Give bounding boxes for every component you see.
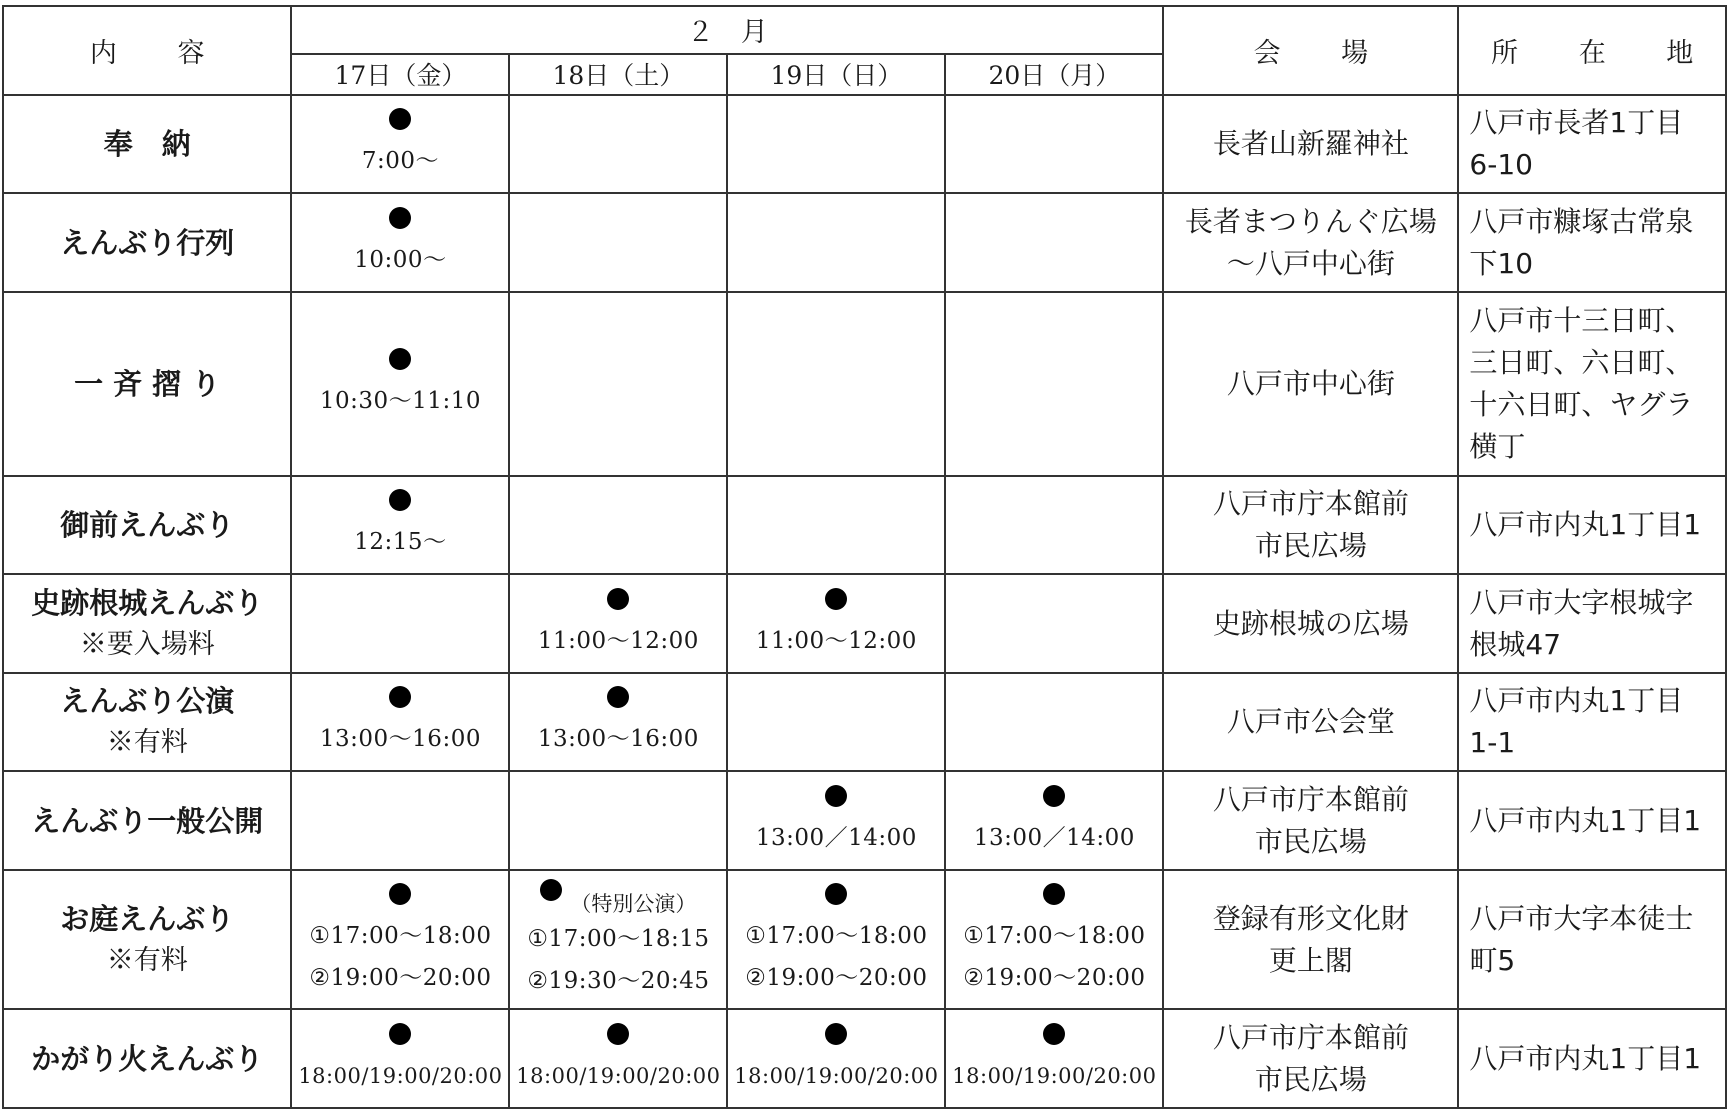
day-cell xyxy=(727,574,945,673)
day-cell xyxy=(509,476,727,575)
location-text: 6-10 xyxy=(1469,148,1533,181)
location-cell xyxy=(1458,193,1726,292)
table-row xyxy=(3,574,1726,673)
location-text: 八戸市糠塚古常泉 xyxy=(1469,204,1694,238)
venue-text: 八戸市庁本館前 xyxy=(1212,487,1409,521)
day-cell xyxy=(727,292,945,476)
venue-text: ～八戸中心街 xyxy=(1226,246,1395,280)
filled-circle-icon xyxy=(389,1023,411,1045)
day-cell xyxy=(727,1009,945,1108)
filled-circle-icon xyxy=(607,686,629,708)
venue-text: 八戸市庁本館前 xyxy=(1212,782,1409,816)
mark-line xyxy=(510,1021,726,1055)
event-name: 史跡根城えんぶり xyxy=(31,585,264,620)
location-cell xyxy=(1458,771,1726,870)
filled-circle-icon xyxy=(825,1023,847,1045)
filled-circle-icon xyxy=(1043,785,1065,807)
day-cell xyxy=(727,870,945,1010)
event-name: 一 斉 摺 り xyxy=(74,366,221,401)
table-row xyxy=(3,870,1726,1010)
filled-circle-icon xyxy=(389,489,411,511)
mark-line xyxy=(728,881,944,915)
event-name-cell xyxy=(3,1009,291,1108)
venue-cell xyxy=(1163,870,1458,1010)
location-cell xyxy=(1458,673,1726,772)
mark-line xyxy=(728,1021,944,1055)
location-text: 下10 xyxy=(1469,246,1534,280)
time-text: 18:00/19:00/20:00 xyxy=(298,1063,503,1088)
mark-line xyxy=(292,1021,508,1055)
location-cell xyxy=(1458,574,1726,673)
time-text: 11:00～12:00 xyxy=(537,627,699,654)
day-cell xyxy=(509,870,727,1010)
venue-text: 八戸市庁本館前 xyxy=(1212,1020,1409,1054)
header-date-19: 19日（日） xyxy=(727,54,945,95)
location-text: 根城47 xyxy=(1469,627,1562,661)
day-cell xyxy=(291,476,509,575)
venue-cell xyxy=(1163,476,1458,575)
day-cell xyxy=(509,574,727,673)
time-text: 18:00/19:00/20:00 xyxy=(734,1063,939,1088)
filled-circle-icon xyxy=(389,108,411,130)
venue-text: 登録有形文化財 xyxy=(1212,901,1409,935)
event-name-cell xyxy=(3,95,291,194)
mark-line xyxy=(292,346,508,380)
event-name: えんぶり公演 xyxy=(60,684,235,719)
location-text: 八戸市大字本徒士 xyxy=(1469,901,1694,935)
day-cell xyxy=(291,673,509,772)
filled-circle-icon xyxy=(1043,1023,1065,1045)
day-cell xyxy=(945,476,1163,575)
venue-text: 八戸市中心街 xyxy=(1226,366,1395,400)
time-text: 13:00／14:00 xyxy=(973,824,1135,851)
filled-circle-icon xyxy=(540,879,562,901)
event-note: ※有料 xyxy=(106,727,188,759)
event-name: お庭えんぶり xyxy=(60,901,235,936)
mark-line xyxy=(728,586,944,620)
time-text: 12:15～ xyxy=(354,529,447,556)
day-cell xyxy=(945,870,1163,1010)
event-name: えんぶり行列 xyxy=(60,225,235,260)
time-text: 10:30～11:10 xyxy=(319,387,481,414)
header-content: 内 容 xyxy=(3,6,291,95)
time-text: 13:00～16:00 xyxy=(537,726,699,753)
day-cell xyxy=(945,95,1163,194)
mark-line xyxy=(292,881,508,915)
mark-line xyxy=(292,106,508,140)
location-text: 八戸市内丸1丁目1 xyxy=(1469,1041,1702,1075)
mark-line xyxy=(292,487,508,521)
time-text: ①17:00～18:00 xyxy=(745,922,928,949)
event-name-cell xyxy=(3,476,291,575)
table-row xyxy=(3,1009,1726,1108)
header-date-17: 17日（金） xyxy=(291,54,509,95)
mark-line xyxy=(946,881,1162,915)
time-text: ②19:30～20:45 xyxy=(527,967,710,994)
header-venue: 会 場 xyxy=(1163,6,1458,95)
day-cell xyxy=(291,574,509,673)
day-cell xyxy=(291,95,509,194)
mark-line xyxy=(510,586,726,620)
table-row xyxy=(3,292,1726,476)
mark-line xyxy=(510,684,726,718)
venue-text: 市民広場 xyxy=(1254,1062,1367,1096)
venue-cell xyxy=(1163,673,1458,772)
mark-line xyxy=(946,1021,1162,1055)
time-text: 18:00/19:00/20:00 xyxy=(952,1063,1157,1088)
filled-circle-icon xyxy=(389,207,411,229)
time-text: ②19:00～20:00 xyxy=(745,964,928,991)
mark-line xyxy=(728,783,944,817)
venue-cell xyxy=(1163,1009,1458,1108)
time-text: 13:00／14:00 xyxy=(755,824,917,851)
event-name-cell xyxy=(3,673,291,772)
location-text: 横丁 xyxy=(1469,429,1526,463)
time-text: 10:00～ xyxy=(354,246,447,273)
day-cell xyxy=(291,870,509,1010)
filled-circle-icon xyxy=(607,588,629,610)
time-text: ②19:00～20:00 xyxy=(309,964,492,991)
day-cell xyxy=(727,673,945,772)
event-name-cell xyxy=(3,771,291,870)
filled-circle-icon xyxy=(389,348,411,370)
mark-line xyxy=(510,877,726,918)
table-row xyxy=(3,95,1726,194)
event-name-cell xyxy=(3,193,291,292)
day-cell xyxy=(727,476,945,575)
venue-text: 長者山新羅神社 xyxy=(1212,127,1409,160)
time-text: ①17:00～18:15 xyxy=(527,925,710,952)
venue-cell xyxy=(1163,95,1458,194)
venue-text: 市民広場 xyxy=(1254,824,1367,858)
filled-circle-icon xyxy=(825,785,847,807)
venue-cell xyxy=(1163,771,1458,870)
mark-line xyxy=(292,684,508,718)
venue-text: 史跡根城の広場 xyxy=(1212,606,1409,640)
event-name: 奉 納 xyxy=(103,127,191,161)
time-text: ①17:00～18:00 xyxy=(963,922,1146,949)
day-cell xyxy=(509,95,727,194)
location-cell xyxy=(1458,870,1726,1010)
venue-cell xyxy=(1163,574,1458,673)
event-name: 御前えんぶり xyxy=(60,508,235,543)
day-cell xyxy=(727,193,945,292)
header-month: ２ 月 xyxy=(291,6,1163,54)
location-cell xyxy=(1458,292,1726,476)
time-text: 11:00～12:00 xyxy=(755,627,917,654)
event-name-cell xyxy=(3,574,291,673)
event-note: ※要入場料 xyxy=(79,628,215,660)
venue-text: 八戸市公会堂 xyxy=(1226,705,1395,739)
day-cell xyxy=(509,673,727,772)
filled-circle-icon xyxy=(389,883,411,905)
time-text: ②19:00～20:00 xyxy=(963,964,1146,991)
location-text: 八戸市大字根城字 xyxy=(1469,585,1694,619)
table-row xyxy=(3,476,1726,575)
filled-circle-icon xyxy=(1043,883,1065,905)
mark-line xyxy=(292,205,508,239)
day-cell xyxy=(945,1009,1163,1108)
event-name: かがり火えんぶり xyxy=(31,1041,264,1076)
location-text: 十六日町、ヤグラ xyxy=(1469,387,1694,421)
time-text: 7:00～ xyxy=(361,148,439,174)
time-text: 18:00/19:00/20:00 xyxy=(516,1063,721,1088)
table-row xyxy=(3,193,1726,292)
day-cell xyxy=(945,292,1163,476)
day-cell xyxy=(291,193,509,292)
venue-cell xyxy=(1163,193,1458,292)
filled-circle-icon xyxy=(389,686,411,708)
venue-text: 市民広場 xyxy=(1254,529,1367,563)
day-cell xyxy=(509,771,727,870)
location-text: 八戸市十三日町、 xyxy=(1469,303,1694,337)
location-cell xyxy=(1458,95,1726,194)
filled-circle-icon xyxy=(825,883,847,905)
event-name: えんぶり一般公開 xyxy=(31,803,264,838)
day-cell xyxy=(509,193,727,292)
event-note: ※有料 xyxy=(106,944,188,976)
time-text: ①17:00～18:00 xyxy=(309,922,492,949)
location-text: 八戸市内丸1丁目1 xyxy=(1469,803,1702,837)
schedule-table xyxy=(2,5,1727,1109)
header-date-20: 20日（月） xyxy=(945,54,1163,95)
day-cell xyxy=(509,1009,727,1108)
day-cell xyxy=(727,95,945,194)
location-text: 八戸市内丸1丁目1 xyxy=(1469,508,1702,542)
header-location: 所 在 地 xyxy=(1458,6,1726,95)
day-cell xyxy=(291,1009,509,1108)
day-cell xyxy=(945,574,1163,673)
header-date-18: 18日（土） xyxy=(509,54,727,95)
day-cell xyxy=(291,292,509,476)
location-text: 八戸市長者1丁目 xyxy=(1469,106,1684,139)
event-name-cell xyxy=(3,870,291,1010)
day-cell xyxy=(945,771,1163,870)
day-cell xyxy=(291,771,509,870)
day-cell xyxy=(945,193,1163,292)
day-cell xyxy=(727,771,945,870)
day-cell xyxy=(509,292,727,476)
table-row xyxy=(3,673,1726,772)
location-cell xyxy=(1458,476,1726,575)
location-text: 八戸市内丸1丁目 xyxy=(1469,684,1684,718)
location-text: 町5 xyxy=(1469,943,1516,977)
mark-line xyxy=(946,783,1162,817)
special-performance-label: （特別公演） xyxy=(570,891,697,916)
location-cell xyxy=(1458,1009,1726,1108)
venue-text: 長者まつりんぐ広場 xyxy=(1184,204,1437,238)
table-row xyxy=(3,771,1726,870)
venue-text: 更上閣 xyxy=(1268,943,1353,977)
filled-circle-icon xyxy=(607,1023,629,1045)
day-cell xyxy=(945,673,1163,772)
event-name-cell xyxy=(3,292,291,476)
location-text: 1-1 xyxy=(1469,726,1516,760)
venue-cell xyxy=(1163,292,1458,476)
time-text: 13:00～16:00 xyxy=(319,726,481,753)
filled-circle-icon xyxy=(825,588,847,610)
location-text: 三日町、六日町、 xyxy=(1469,345,1694,379)
